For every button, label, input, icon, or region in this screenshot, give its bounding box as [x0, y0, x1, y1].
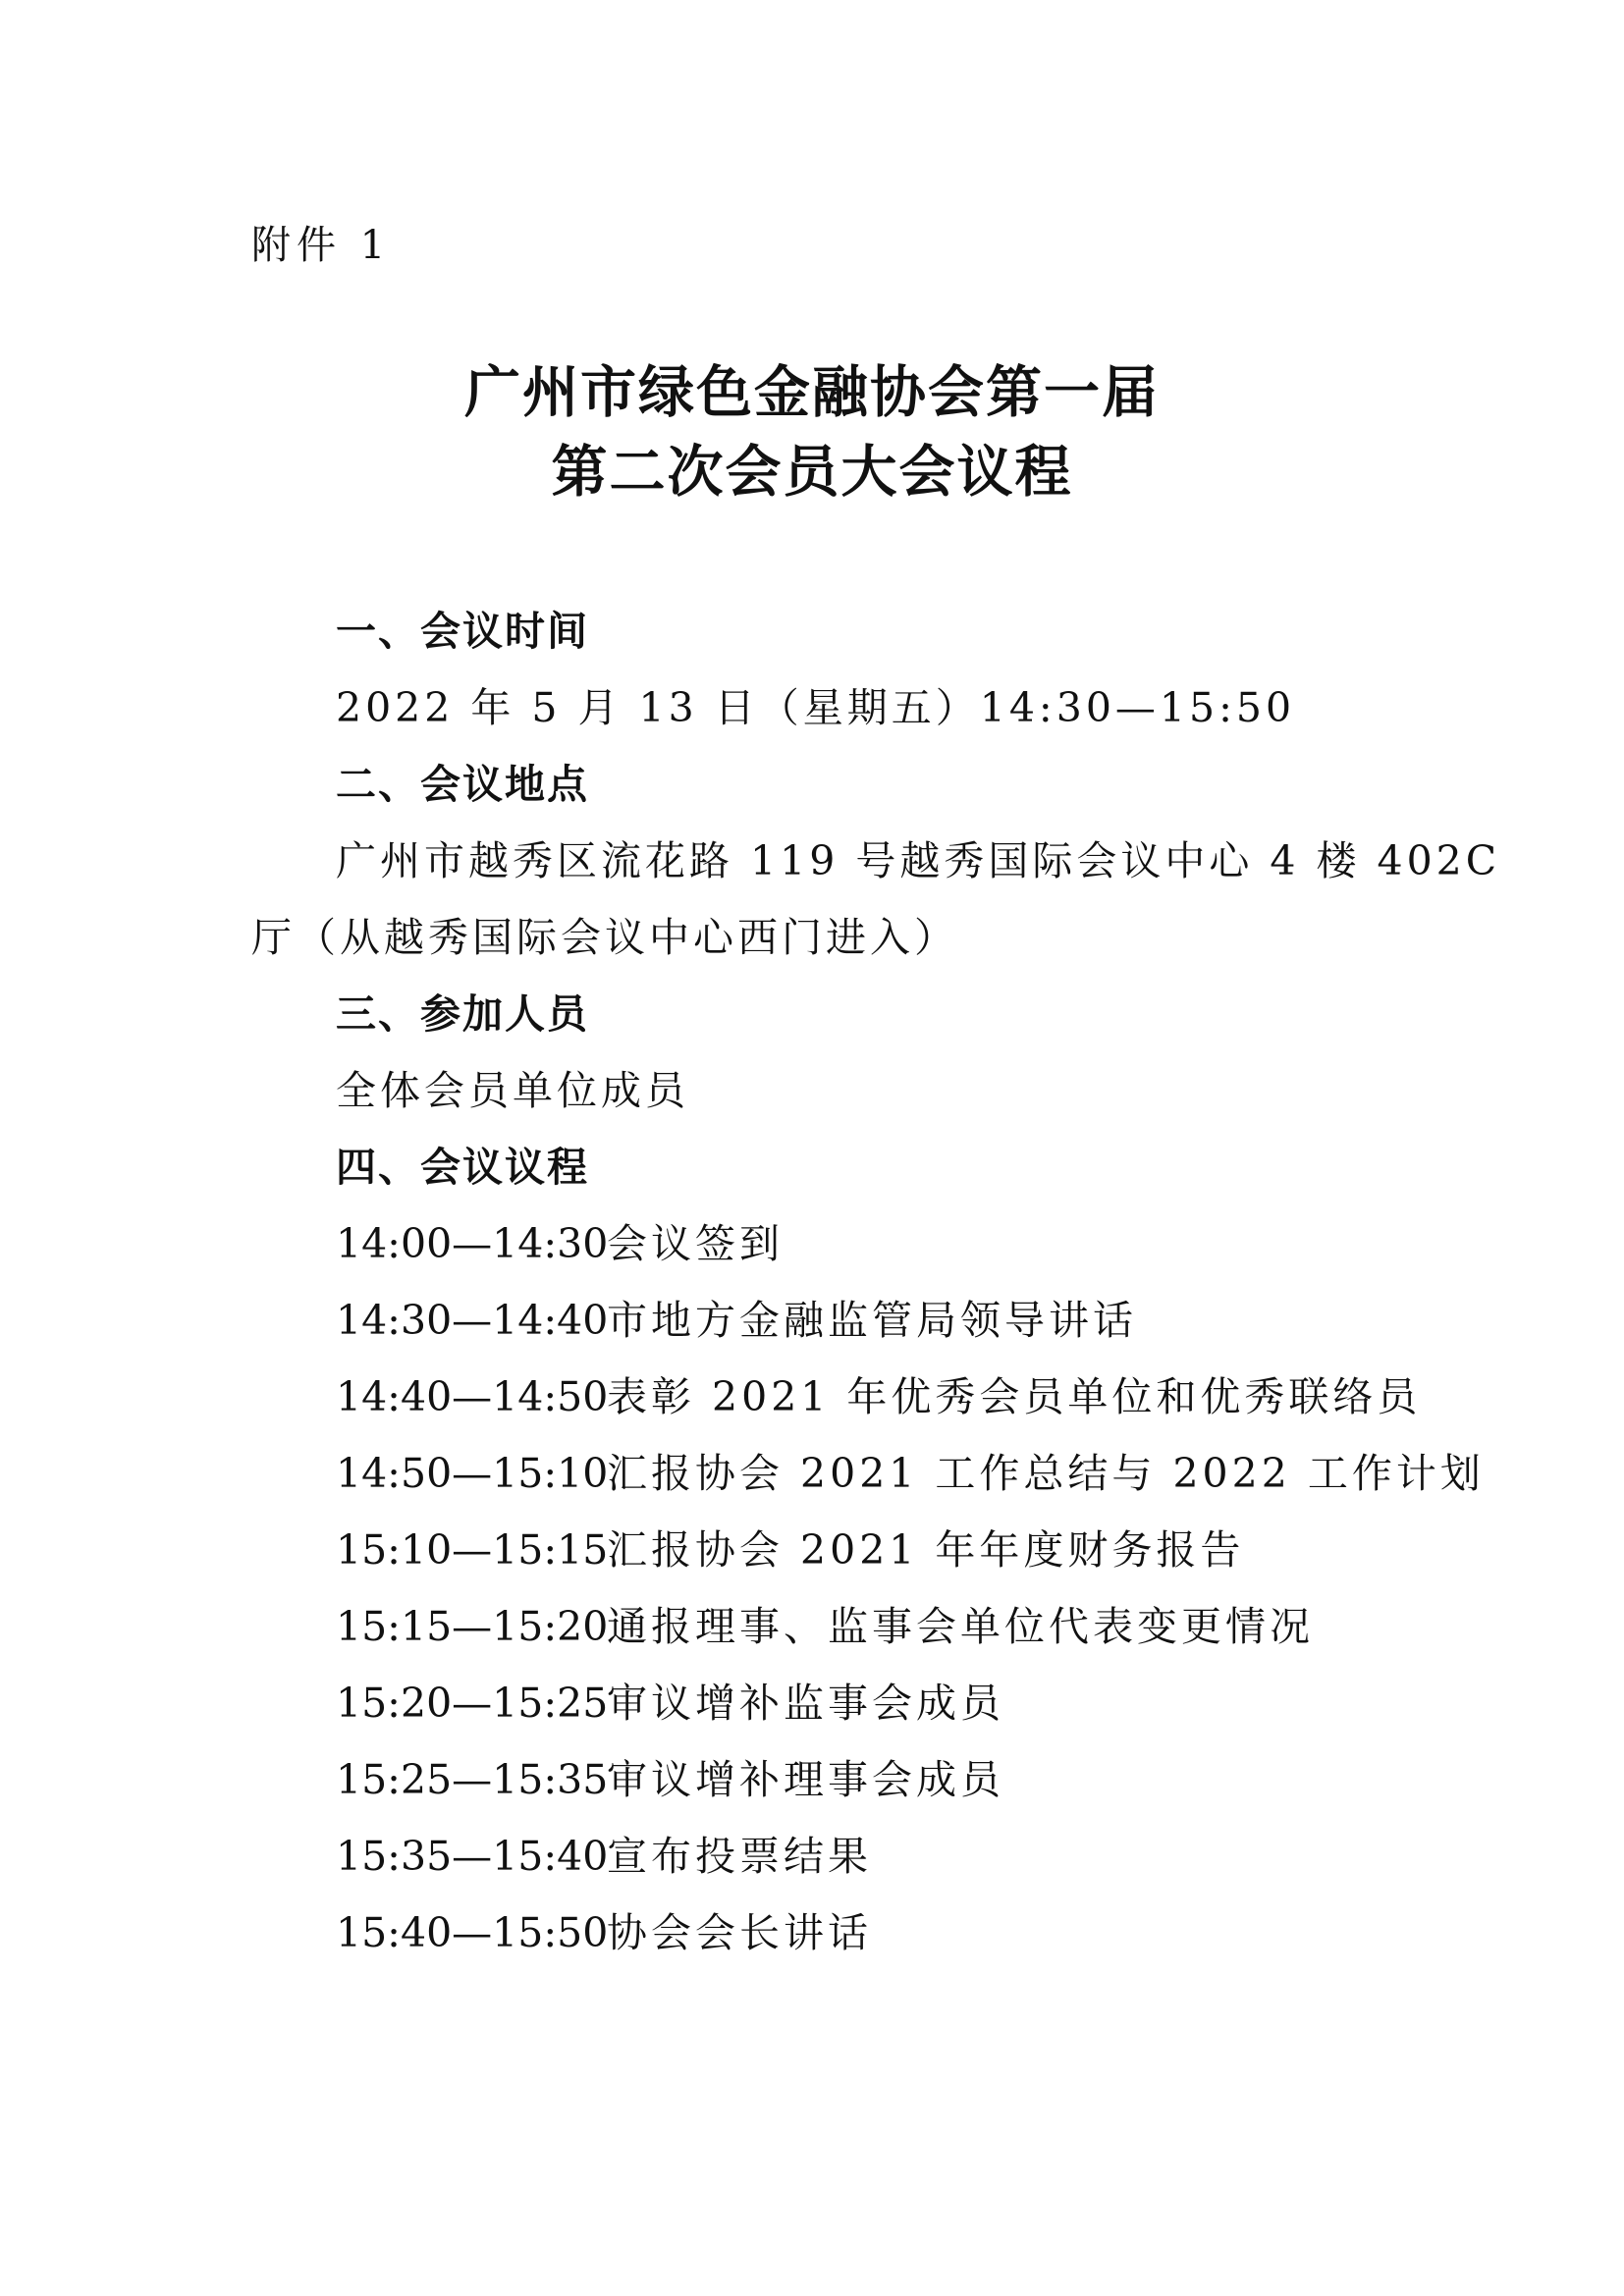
document-title-line-2: 第二次会员大会议程 [551, 440, 1073, 505]
meeting-time-text: 2022 年 5 月 13 日（星期五）14:30—15:50 [336, 684, 1296, 731]
agenda-item [251, 1435, 1485, 1512]
agenda-item-description: 表彰 2021 年优秀会员单位和优秀联络员 [607, 1373, 1422, 1420]
document-title-line-1: 广州市绿色金融协会第一届 [464, 360, 1160, 425]
agenda-item-time: 14:40—14:50 [336, 1373, 609, 1420]
agenda-item [251, 1359, 1422, 1435]
meeting-location-text-line-1: 广州市越秀区流花路 119 号越秀国际会议中心 4 楼 402C [336, 837, 1501, 884]
agenda-item [251, 1282, 1382, 1359]
agenda-item [251, 1818, 1382, 1895]
agenda-item [251, 1205, 1382, 1282]
agenda-item [251, 1741, 1382, 1818]
agenda-item-time: 15:25—15:35 [336, 1756, 609, 1803]
section-heading-agenda: 四、会议议程 [336, 1144, 589, 1191]
agenda-item-time: 14:00—14:30 [336, 1220, 609, 1267]
agenda-item-time: 14:50—15:10 [336, 1450, 609, 1497]
agenda-item-time: 15:10—15:15 [336, 1526, 609, 1574]
attachment-label: 附件 1 [251, 223, 392, 268]
meeting-location-text-line-2: 厅（从越秀国际会议中心西门进入） [251, 914, 958, 961]
agenda-item-time: 15:40—15:50 [336, 1909, 609, 1956]
section-heading-location: 二、会议地点 [336, 761, 589, 808]
agenda-list [251, 1205, 1485, 1971]
agenda-item-time: 15:35—15:40 [336, 1833, 609, 1880]
agenda-item-description: 汇报协会 2021 工作总结与 2022 工作计划 [607, 1450, 1485, 1497]
agenda-item-description: 宣布投票结果 [607, 1833, 872, 1880]
agenda-item-description: 市地方金融监管局领导讲话 [607, 1297, 1137, 1344]
agenda-item [251, 1665, 1382, 1741]
agenda-item [251, 1588, 1382, 1665]
document-body [251, 593, 1501, 1971]
section-heading-time: 一、会议时间 [336, 608, 589, 655]
agenda-item-time: 14:30—14:40 [336, 1297, 609, 1344]
agenda-item-time: 15:20—15:25 [336, 1680, 609, 1727]
agenda-item-description: 汇报协会 2021 年年度财务报告 [607, 1526, 1245, 1574]
agenda-item-description: 通报理事、监事会单位代表变更情况 [607, 1603, 1314, 1650]
agenda-item-description: 会议签到 [607, 1220, 784, 1267]
agenda-item [251, 1512, 1382, 1588]
agenda-item-description: 审议增补监事会成员 [607, 1680, 1004, 1727]
agenda-item-description: 审议增补理事会成员 [607, 1756, 1004, 1803]
attendees-text: 全体会员单位成员 [336, 1067, 689, 1114]
agenda-item [251, 1895, 1382, 1971]
agenda-item-time: 15:15—15:20 [336, 1603, 609, 1650]
section-heading-attendees: 三、参加人员 [336, 990, 589, 1038]
agenda-item-description: 协会会长讲话 [607, 1909, 872, 1956]
